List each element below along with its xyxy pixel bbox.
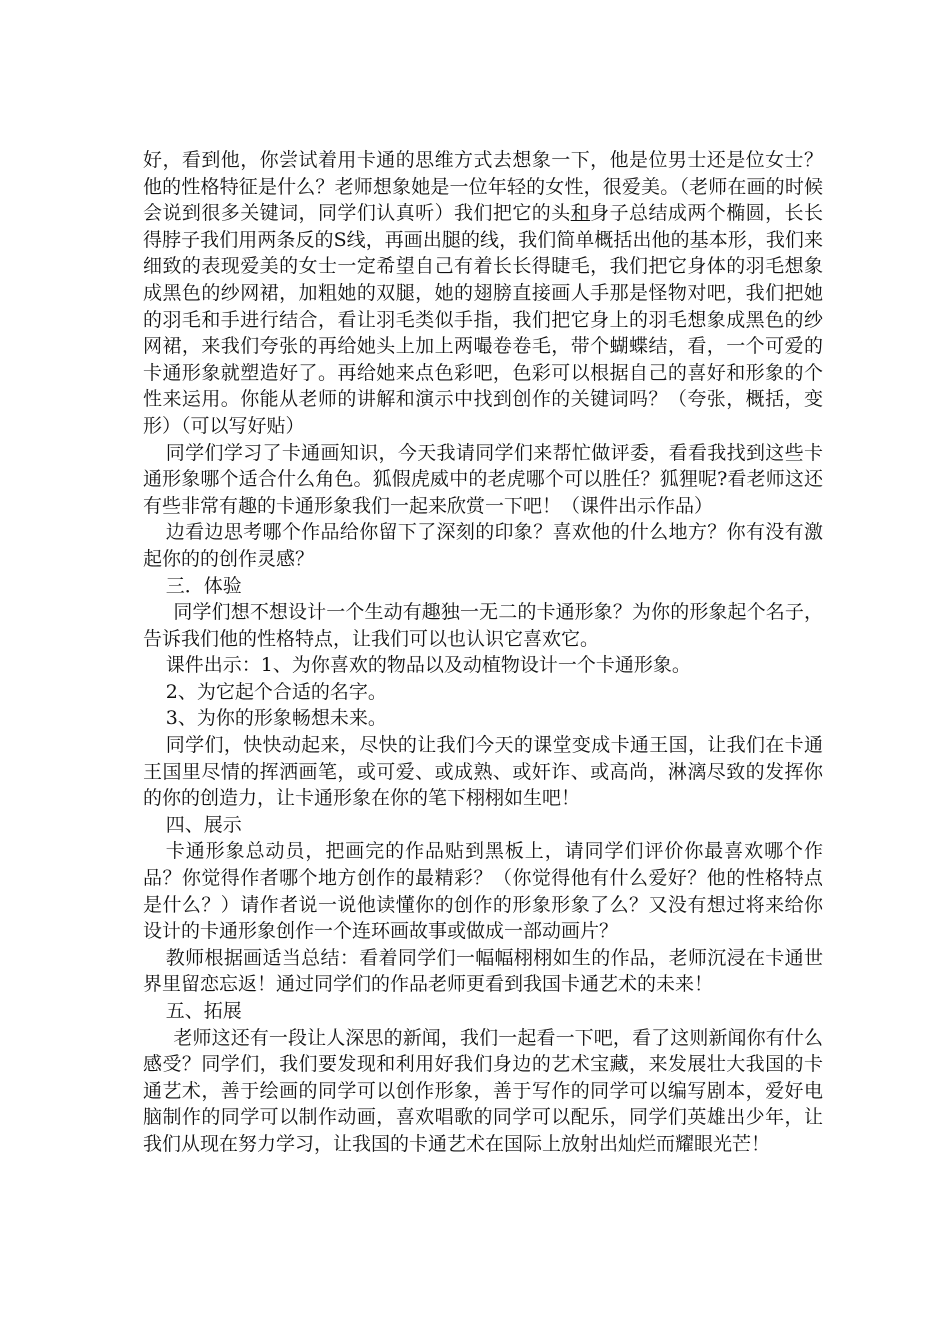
- paragraph-get-moving: 同学们，快快动起来，尽快的让我们今天的课堂变成卡通王国，让我们在卡通王国里尽情的挥洒画笔，或可爱、或成熟、或奸诈、或高尚，淋漓尽致的发挥你的你的创造力，让卡通形象在你的笔下栩栩如生吧！: [143, 734, 823, 810]
- paragraph-think: 边看边思考哪个作品给你留下了深刻的印象？喜欢他的什么地方？你有没有激起你的的创作灵感？: [143, 521, 823, 570]
- paragraph-task-3: 3、为你的形象畅想未来。: [165, 707, 387, 730]
- document-page: [143, 147, 823, 1158]
- paragraph-showcase: 卡通形象总动员，把画完的作品贴到黑板上，请同学们评价你最喜欢哪个作品？你觉得作者哪个地方创作的最精彩？（你觉得他有什么爱好？他的性格特点是什么？）请作者说一说他读懂你的创作的形象形象了么？又没有想过将来给你设计的卡通形象创作一个连环画故事或做成一部动画片？: [143, 840, 823, 943]
- paragraph-task-2: 2、为它起个合适的名字。: [165, 680, 387, 703]
- paragraph-character-drawing: [143, 147, 823, 440]
- paragraph-teacher-summary: 教师根据画适当总结：看着同学们一幅幅栩栩如生的作品，老师沉浸在卡通世界里留恋忘返！通过同学们的作品老师更看到我国卡通艺术的未来！: [143, 946, 823, 996]
- paragraph-design-invite: 同学们想不想设计一个生动有趣独一无二的卡通形象？为你的形象起个名子，告诉我们他的性格特点，让我们可以也认识它喜欢它。: [143, 601, 823, 650]
- paragraph-text-part-2: 身子总结成两个椭圆，长长得脖子我们用两条反的S线，再画出腿的线，我们简单概括出他的基本形，我们来细致的表现爱美的女士一定希望自己有着长长得睫毛，我们把它身体的羽毛想象成黑色的纱网裙，加粗她的双腿，她的翅膀直接画人手那是怪物对吧，我们把她的羽毛和手进行结合，看让羽毛类似手指，我们把它身上的羽毛想象成黑色的纱网裙，来我们夸张的再给她头上加上两嘬卷卷毛，带个蝴蝶结，看，一个可爱的卡通形象就塑造好了。再给她来点色彩吧，色彩可以根据自己的喜好和形象的个性来运用。你能从老师的讲解和演示中找到创作的关键词吗？（夸张，概括，变形）（可以写好贴）: [143, 202, 823, 437]
- paragraph-news: 老师这还有一段让人深思的新闻，我们一起看一下吧，看了这则新闻你有什么感受？同学们，我们要发现和利用好我们身边的艺术宝藏，来发展壮大我国的卡通艺术，善于绘画的同学可以创作形象，善于写作的同学可以编写剧本，爱好电脑制作的同学可以制作动画，喜欢唱歌的同学可以配乐，同学们英雄出少年，让我们从现在努力学习，让我国的卡通艺术在国际上放射出灿烂而耀眼光芒！: [143, 1026, 823, 1155]
- section-heading-experience: 三．体验: [165, 574, 242, 597]
- paragraph-judges: 同学们学习了卡通画知识，今天我请同学们来帮忙做评委，看看我找到这些卡通形象哪个适合什么角色。狐假虎威中的老虎哪个可以胜任？狐狸呢?看老师这还有些非常有趣的卡通形象我们一起来欣赏一下吧！（课件出示作品）: [143, 441, 823, 517]
- underlined-word: 和: [570, 202, 591, 225]
- paragraph-text-part-1: 好，看到他，你尝试着用卡通的思维方式去想象一下，他是位男士还是位女士？他的性格特征是什么？老师想象她是一位年轻的女性，很爱美。（老师在画的时候会说到很多关键词，同学们认真听）我们把它的头: [143, 149, 823, 225]
- section-heading-display: 四、展示: [165, 813, 242, 836]
- section-heading-extension: 五、拓展: [165, 1000, 242, 1022]
- paragraph-task-1: 课件出示：1、为你喜欢的物品以及动植物设计一个卡通形象。: [165, 654, 691, 677]
